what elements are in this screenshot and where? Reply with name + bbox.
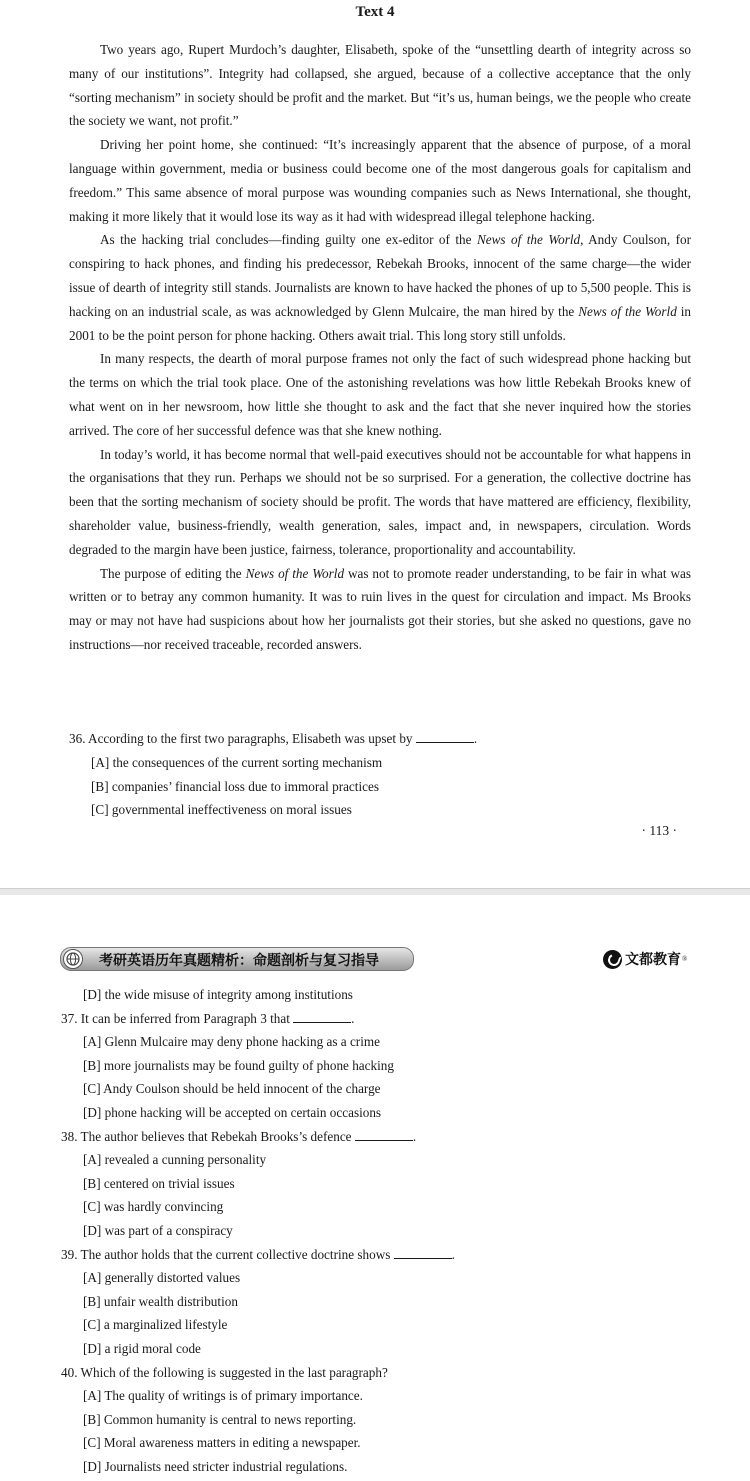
- passage-body: [69, 38, 691, 657]
- paragraph-6: The purpose of editing the News of the World was not to promote reader understanding, to be fair in what was written or to betray any common humanity. It was to ruin lives in the quest for circulation and impact. Ms Brooks may or may not have had suspicions about how her journalists got their stories, but she asked no questions, gave no instructions—nor received traceable, recorded answers.: [69, 565, 692, 652]
- paragraph-4: In many respects, the dearth of moral purpose frames not only the fact of such widespread phone hacking but the terms on which the trial took place. One of the astonishing revelations was how little Rebekah Brooks knew of what went on in her newsroom, how little she thought to ask and the fact that she never inquired how the stories arrived. The core of her successful defence was that she knew nothing.: [69, 351, 691, 438]
- option-b: [B] companies’ financial loss due to immoral practices: [91, 778, 379, 794]
- newspaper-title: News of the World: [476, 232, 581, 248]
- option-d: [D] Journalists need stricter industrial regulations.: [83, 1458, 348, 1474]
- answer-blank: [416, 730, 474, 743]
- stem-text: 39. The author holds that the current collective doctrine shows: [61, 1246, 391, 1262]
- option-a: [A] generally distorted values: [83, 1270, 241, 1286]
- option-c: [C] Andy Coulson should be held innocent of the charge: [83, 1081, 381, 1097]
- page-114: [0, 895, 750, 1481]
- question-36: [69, 727, 691, 822]
- question-stem: [61, 1007, 701, 1031]
- question-37: [61, 1007, 701, 1125]
- option-b: [B] Common humanity is central to news reporting.: [83, 1411, 357, 1427]
- stem-text: 37. It can be inferred from Paragraph 3 that: [61, 1010, 290, 1026]
- question-39: [61, 1243, 701, 1361]
- option-b: [B] centered on trivial issues: [83, 1175, 235, 1191]
- questions: [61, 983, 701, 1478]
- stem-end: .: [351, 1010, 355, 1026]
- globe-icon: [63, 949, 83, 969]
- option-a: [A] revealed a cunning personality: [83, 1152, 267, 1168]
- book-header-banner: [60, 947, 414, 971]
- question-stem: 40. Which of the following is suggested in the last paragraph?: [61, 1364, 388, 1380]
- book-title: 考研英语历年真题精析：命题剖析与复习指导: [99, 953, 379, 969]
- passage-title: Text 4: [355, 4, 395, 20]
- option-d: [D] phone hacking will be accepted on certain occasions: [83, 1104, 382, 1120]
- paragraph-2: Driving her point home, she continued: “It’s increasingly apparent that the absence of purpose, of a moral language within government, media or business could become one of the most dangerous goals for capitalism and freedom.” This same absence of moral purpose was wounding companies such as News International, she thought, making it more likely that it would lose its way as it had with widespread illegal telephone hacking.: [69, 137, 691, 224]
- registered-mark: ®: [682, 955, 688, 963]
- question-stem: [61, 1125, 701, 1149]
- stem-end: .: [451, 1246, 455, 1262]
- option-c: [C] Moral awareness matters in editing a newspaper.: [83, 1435, 361, 1451]
- option-b: [B] more journalists may be found guilty of phone hacking: [83, 1057, 394, 1073]
- option-d: [D] was part of a conspiracy: [83, 1222, 233, 1238]
- logo-text: 文都教育: [625, 952, 681, 968]
- option-d: [D] the wide misuse of integrity among institutions: [83, 987, 353, 1002]
- answer-blank: [293, 1010, 351, 1023]
- stem-text: 38. The author believes that Rebekah Brooks’s defence: [61, 1128, 352, 1144]
- option-d: [D] a rigid moral code: [83, 1340, 201, 1356]
- option-c: [C] a marginalized lifestyle: [83, 1317, 228, 1333]
- publisher-logo: [603, 948, 687, 970]
- logo-icon: [603, 950, 622, 969]
- option-a: [A] Glenn Mulcaire may deny phone hacking as a crime: [83, 1034, 380, 1050]
- page-number: · 113 ·: [641, 823, 677, 838]
- question-stem: [61, 1243, 701, 1267]
- question-40: [61, 1361, 701, 1479]
- answer-blank: [394, 1246, 452, 1259]
- newspaper-title: News of the World: [245, 565, 345, 581]
- paragraph-5: In today’s world, it has become normal that well-paid executives should not be accountable for what happens in the organisations that they run. Perhaps we should not be so surprised. For a generation, the collective doctrine has been that the sorting mechanism of society should be profit. The words that have mattered are efficiency, flexibility, shareholder value, business-friendly, wealth generation, sales, impact and, in newspapers, circulation. Words degraded to the margin have been justice, fairness, tolerance, proportionality and accountability.: [69, 446, 691, 557]
- question-stem: [69, 727, 691, 751]
- answer-blank: [355, 1128, 413, 1141]
- option-c: [C] was hardly convincing: [83, 1199, 224, 1215]
- stem-end: .: [473, 731, 478, 746]
- option-c: [C] governmental ineffectiveness on moral issues: [91, 802, 352, 818]
- option-a: [A] The quality of writings is of primary importance.: [83, 1388, 363, 1404]
- option-a: [A] the consequences of the current sorting mechanism: [91, 754, 383, 770]
- newspaper-title: News of the World: [578, 303, 677, 319]
- option-b: [B] unfair wealth distribution: [83, 1293, 238, 1309]
- stem-text: 36. According to the first two paragraphs, Elisabeth was upset by: [69, 731, 413, 746]
- paragraph-1: Two years ago, Rupert Murdoch’s daughter, Elisabeth, spoke of the “unsettling dearth of integrity across so many of our institutions”. Integrity had collapsed, she argued, because of a collective acceptance that the only “sorting mechanism” in society should be profit and the market. But “it’s us, human beings, we the people who create the society we want, not profit.”: [69, 42, 691, 129]
- stem-end: .: [412, 1128, 417, 1144]
- question-38: [61, 1125, 701, 1243]
- paragraph-3: As the hacking trial concludes—finding guilty one ex-editor of the News of the World, Andy Coulson, for conspiring to hack phones, and finding his predecessor, Rebekah Brooks, innocent of the same charge—the wider issue of dearth of integrity still stands. Journalists are known to have hacked the phones of up to 5,500 people. This is hacking on an industrial scale, as was acknowledged by Glenn Mulcaire, the man hired by the News of the World in 2001 to be the point person for phone hacking. Others await trial. This long story still unfolds.: [69, 232, 692, 343]
